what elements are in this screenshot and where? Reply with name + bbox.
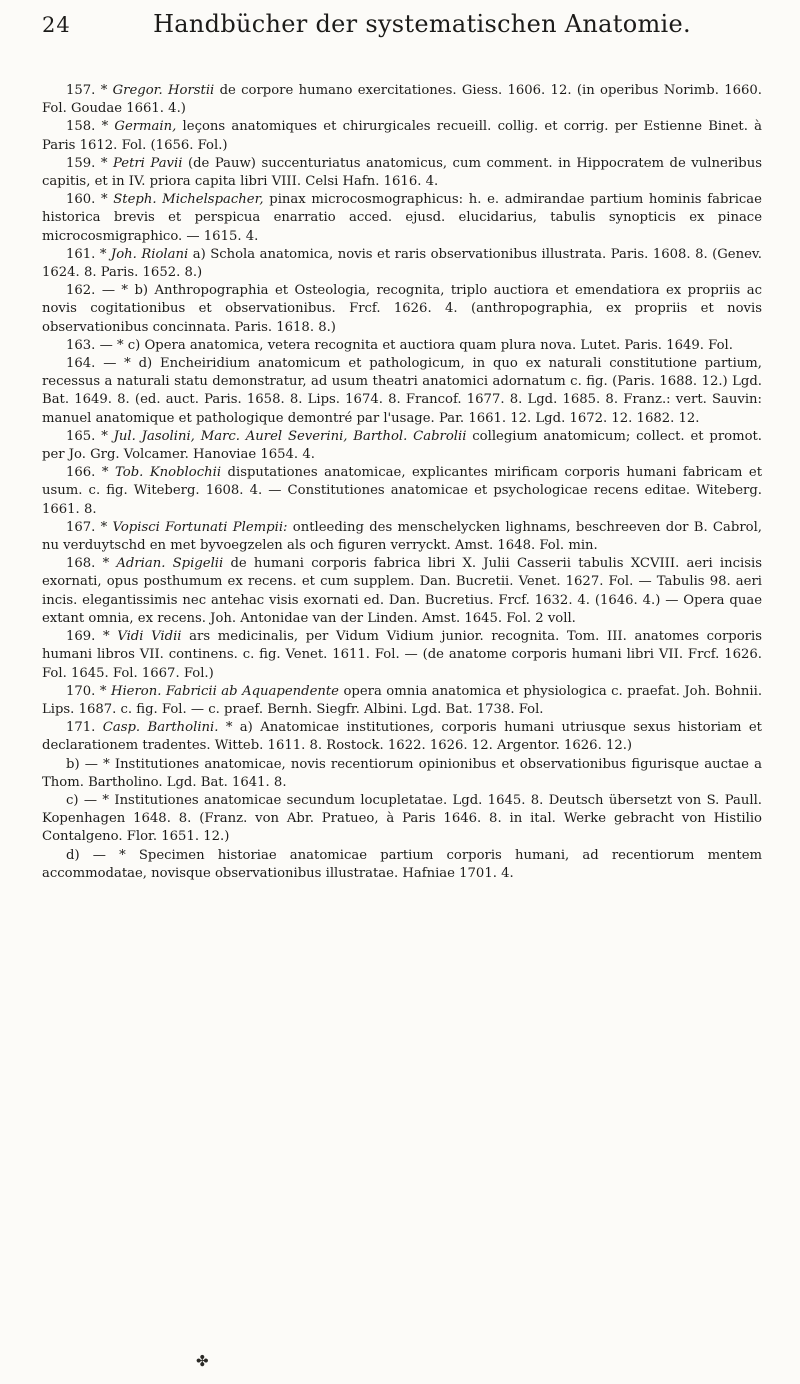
entry-author: * Jul. Jasolini, Marc. Aurel Severini, Barthol. Cabrolii bbox=[101, 428, 467, 444]
entry-author: * Gregor. Horstii bbox=[100, 83, 215, 98]
entry-number: 162. bbox=[66, 283, 96, 299]
bibliography-entry bbox=[42, 792, 762, 847]
bibliography-entry bbox=[42, 282, 762, 337]
bibliography-entry bbox=[42, 246, 762, 282]
entry-number: 161. bbox=[66, 246, 96, 262]
entry-author: * Joh. Riolani bbox=[99, 246, 189, 262]
bibliography-entry bbox=[42, 428, 762, 464]
entry-text: a) Schola anatomica, novis et raris observationibus illustrata. Paris. 1608. 8. (Genev. 1624. 8. Paris. 1652. 8.) bbox=[42, 246, 762, 281]
entry-author: * Steph. Michelspacher, bbox=[101, 192, 264, 208]
bibliography-entry bbox=[42, 337, 762, 355]
entry-number: 164. bbox=[66, 356, 96, 372]
bibliography-entry bbox=[42, 355, 762, 428]
entry-author: * Adrian. Spigelii bbox=[102, 556, 224, 572]
entry-author: * Vopisci Fortunati Plempii: bbox=[100, 519, 288, 535]
bibliography-entry bbox=[42, 756, 762, 792]
entry-text: — * b) Anthropographia et Osteologia, recognita, triplo auctiora et emendatiora ex propriis ac novis cogitationibus et observationibus. Frcf. 1626. 4. (anthropographia, ex propriis et novis observationibus concinnata. Paris. 1618. 8.) bbox=[42, 283, 762, 335]
bibliography-entry bbox=[42, 155, 762, 191]
entry-text: disputationes anatomicae, explicantes mirificam corporis humani fabricam et usum. c. fig. Witeberg. 1608. 4. — Constitutiones anatomicae et psychologicae recens editae. Witeberg. 1661. 8. bbox=[42, 465, 762, 517]
entry-author: * Germain, bbox=[101, 119, 177, 135]
bibliography-entry bbox=[42, 555, 762, 628]
entry-number: 165. bbox=[66, 428, 96, 444]
entry-number: 157. bbox=[66, 83, 96, 98]
entry-text: ars medicinalis, per Vidum Vidium junior. recognita. Tom. III. anatomes corporis humani libros VII. continens. c. fig. Venet. 1611. Fol. — (de anatome corporis humani libri VII. Frcf. 1626. Fol. 1645. Fol. 1667. Fol.) bbox=[42, 629, 762, 681]
entry-text: d) — * Specimen historiae anatomicae partium corporis humani, ad recentiorum mentem accommodatae, novisque observationibus illustratae. Hafniae 1701. 4. bbox=[42, 847, 762, 881]
entry-author: * Tob. Knoblochii bbox=[101, 465, 222, 481]
entry-number: 163. bbox=[66, 337, 96, 353]
entry-text: ontleeding des menschelycken lighnams, beschreeven dor B. Cabrol, nu verduytschd en met byvoegzelen als och figuren verryckt. Amst. 1648. Fol. min. bbox=[42, 519, 762, 554]
bibliography-entry bbox=[42, 628, 762, 683]
entry-number: 166. bbox=[66, 465, 96, 481]
entry-number: 159. bbox=[66, 155, 96, 171]
printer-mark: ✤ bbox=[196, 1352, 209, 1370]
bibliography-entry bbox=[42, 118, 762, 154]
running-head-title: Handbücher der systematischen Anatomie. bbox=[153, 10, 691, 38]
entry-text: de humani corporis fabrica libri X. Julii Casserii tabulis XCVIII. aeri incisis exornati, opus posthumum ex recens. et cum supplem. Dan. Bucretii. Venet. 1627. Fol. — Tabulis 98. aeri incis. elegantissimis nec antehac visis exornati ed. Dan. Bucretius. Frcf. 1632. 4. (1646. 4.) — Opera quae extant omnia, ex recens. Joh. Antonidae van der Linden. Amst. 1645. Fol. 2 voll. bbox=[42, 556, 762, 626]
entry-author: * Vidi Vidii bbox=[103, 629, 182, 645]
entry-text: pinax microcosmographicus: h. e. admirandae partium hominis fabricae historica brevis et perspicua enarratio acced. ejusd. elucidarius, tabulis synopticis ex pinace microcosmigraphico. — 1615. 4. bbox=[42, 192, 762, 244]
entry-text: b) — * Institutiones anatomicae, novis recentiorum opinionibus et observationibus figurisque auctae a Thom. Bartholino. Lgd. Bat. 1641. 8. bbox=[42, 756, 762, 790]
bibliography-entry bbox=[42, 191, 762, 246]
entry-number: 158. bbox=[66, 119, 96, 135]
bibliography-entry bbox=[42, 683, 762, 719]
entry-author: * Hieron. Fabricii ab Aquapendente bbox=[99, 683, 339, 699]
entry-text: opera omnia anatomica et physiologica c. praefat. Joh. Bohnii. Lips. 1687. c. fig. Fol. — c. praef. Bernh. Siegfr. Albini. Lgd. Bat. 1738. Fol. bbox=[42, 683, 763, 717]
entry-author: Casp. Bartholini. bbox=[102, 720, 219, 736]
running-head bbox=[42, 10, 762, 50]
entry-author: * Petri Pavii bbox=[100, 155, 183, 171]
page-number: 24 bbox=[42, 13, 71, 37]
bibliography-entry bbox=[42, 847, 762, 883]
bibliography-entry bbox=[42, 519, 762, 555]
entry-text: (de Pauw) succenturiatus anatomicus, cum comment. in Hippocratem de vulneribus capitis, et in IV. priora capita libri VIII. Celsi Hafn. 1616. 4. bbox=[42, 155, 762, 190]
entry-text: — * d) Encheiridium anatomicum et pathologicum, in quo ex naturali constitutione partium, recessus a naturali statu demonstratur, ad usum theatri anatomici adornatum c. fig. (Paris. 1688. 12.) Lgd. Bat. 1649. 8. (ed. auct. Paris. 1658. 8. Lips. 1674. 8. Francof. 1677. 8. Lgd. 1685. 8. Franz.: vert. Sauvin: manuel anatomique et pathologique demontré par l'usage. Par. 1661. 12. Lgd. 1672. 12. 1682. 12. bbox=[42, 356, 762, 426]
entry-number: 169. bbox=[66, 629, 96, 645]
bibliography-entry bbox=[42, 82, 762, 118]
entry-number: 167. bbox=[66, 519, 96, 535]
entry-text: * a) Anatomicae institutiones, corporis humani utriusque sexus historiam et declarationem tradentes. Witteb. 1611. 8. Rostock. 1622. 1626. 12. Argentor. 1626. 12.) bbox=[42, 720, 762, 754]
bibliography-entry bbox=[42, 719, 762, 755]
entry-text: c) — * Institutiones anatomicae secundum locupletatae. Lgd. 1645. 8. Deutsch übersetzt von S. Paull. Kopenhagen 1648. 8. (Franz. von Abr. Pratueo, à Paris 1646. 8. in ital. Werke gebracht von Histilio Contalgeno. Flor. 1651. 12.) bbox=[42, 792, 762, 845]
entry-text: — * c) Opera anatomica, vetera recognita et auctiora quam plura nova. Lutet. Paris. 1649. Fol. bbox=[99, 337, 733, 353]
entry-text: de corpore humano exercitationes. Giess. 1606. 12. (in operibus Norimb. 1660. Fol. Goudae 1661. 4.) bbox=[42, 83, 762, 117]
entry-number: 160. bbox=[66, 192, 96, 208]
entry-number: 168. bbox=[66, 556, 96, 572]
bibliography-entry bbox=[42, 464, 762, 519]
bibliography-entries bbox=[42, 82, 762, 883]
entry-text: leçons anatomiques et chirurgicales recueill. collig. et corrig. per Estienne Binet. à Paris 1612. Fol. (1656. Fol.) bbox=[42, 119, 762, 153]
entry-text: collegium anatomicum; collect. et promot. per Jo. Grg. Volcamer. Hanoviae 1654. 4. bbox=[42, 428, 763, 463]
entry-number: 170. bbox=[66, 683, 96, 699]
entry-number: 171. bbox=[66, 720, 96, 736]
